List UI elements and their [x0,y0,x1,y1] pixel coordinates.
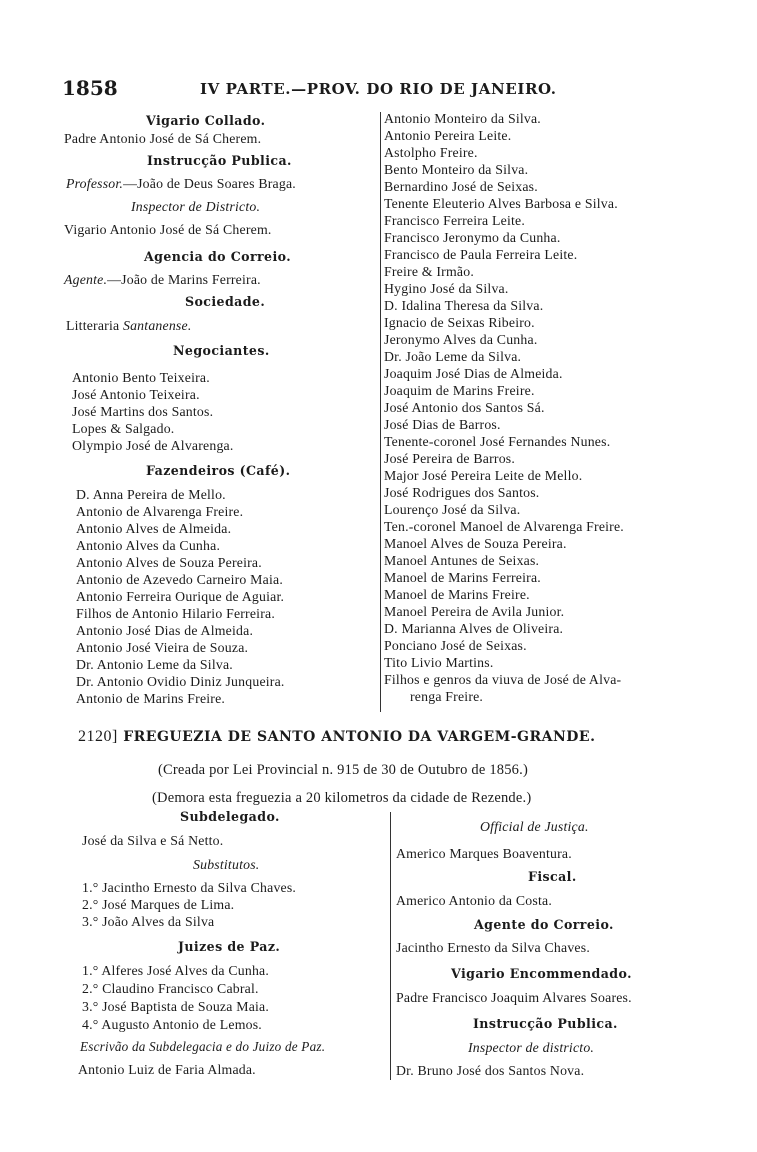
name-item: Tito Livio Martins. [384,655,494,670]
name-item: Major José Pereira Leite de Mello. [384,468,583,483]
name-item: Manoel Alves de Souza Pereira. [384,536,567,551]
vigario-encommendado-heading: Vigario Encommendado. [451,966,632,981]
name-item: Antonio Pereira Leite. [384,128,512,143]
name-item: José Dias de Barros. [384,417,501,432]
vigario-heading: Vigario Collado. [146,113,266,128]
fazendeiro-item: Filhos de Antonio Hilario Ferreira. [76,606,275,621]
sociedade-heading: Sociedade. [185,294,266,309]
name-item: Joaquim de Marins Freire. [384,383,535,398]
name-item: Astolpho Freire. [384,145,478,160]
fazendeiro-item: Antonio José Dias de Almeida. [76,623,254,638]
instrucao-heading-lower: Instrucção Publica. [473,1016,618,1031]
page-header [62,76,697,100]
instrucao-heading: Instrucção Publica. [147,153,292,168]
substituto-item: 3.° João Alves da Silva [82,914,215,929]
vigario-name: Padre Antonio José de Sá Cherem. [64,131,262,146]
fazendeiro-item: Dr. Antonio Ovidio Diniz Junqueira. [76,674,285,689]
professor-name: —João de Deus Soares Braga. [123,176,296,191]
fiscal-heading: Fiscal. [528,869,577,884]
fazendeiro-item: Antonio Alves de Almeida. [76,521,232,536]
juizes-heading: Juizes de Paz. [178,939,281,954]
inspector-name: Vigario Antonio José de Sá Cherem. [64,222,272,237]
page-number: 1858 [62,76,118,100]
name-item: José Antonio dos Santos Sá. [384,400,545,415]
sociedade-prefix: Litteraria [66,318,120,333]
fazendeiro-item: Antonio Ferreira Ourique de Aguiar. [76,589,285,604]
negociante-item: José Antonio Teixeira. [72,387,200,402]
subdelegado-heading: Subdelegado. [180,809,280,824]
name-item: Ten.-coronel Manoel de Alvarenga Freire. [384,519,624,534]
juiz-item: 4.° Augusto Antonio de Lemos. [82,1017,262,1032]
section-number: 2120] [78,728,118,745]
correio-name: Jacintho Ernesto da Silva Chaves. [396,940,590,955]
name-item: Manoel Pereira de Avila Junior. [384,604,565,619]
official-heading: Official de Justiça. [480,819,589,834]
professor-line [66,175,296,192]
negociante-item: Lopes & Salgado. [72,421,175,436]
lower-column-divider [390,812,391,1080]
inspector-heading-lower: Inspector de districto. [468,1040,595,1055]
negociante-item: Antonio Bento Teixeira. [72,370,210,385]
agente-name: —João de Marins Ferreira. [107,272,261,287]
name-item: Francisco Jeronymo da Cunha. [384,230,561,245]
correio-heading: Agencia do Correio. [144,249,291,264]
section-distance: (Demora esta freguezia a 20 kilometros da cidade de Rezende.) [152,790,532,806]
fazendeiro-item: D. Anna Pereira de Mello. [76,487,226,502]
substituto-item: 1.° Jacintho Ernesto da Silva Chaves. [82,880,297,895]
name-item: Ponciano José de Seixas. [384,638,527,653]
professor-label: Professor. [66,176,124,191]
name-item: José Pereira de Barros. [384,451,516,466]
official-name: Americo Marques Boaventura. [396,846,572,861]
inspector-label: Inspector de Districto. [131,199,261,214]
name-item: Francisco Ferreira Leite. [384,213,525,228]
section-title-line [78,728,595,746]
negociante-item: Olympio José de Alvarenga. [72,438,234,453]
escrivao-heading: Escrivão da Subdelegacia e do Juizo de Paz. [80,1039,326,1054]
inspector-name-lower: Dr. Bruno José dos Santos Nova. [396,1063,585,1078]
sociedade-line [66,317,191,334]
fazendeiro-item: Antonio de Alvarenga Freire. [76,504,244,519]
juiz-item: 1.° Alferes José Alves da Cunha. [82,963,270,978]
fazendeiro-item: Antonio Alves de Souza Pereira. [76,555,262,570]
substitutos-heading: Substitutos. [193,857,260,872]
running-title: IV PARTE.—PROV. DO RIO DE JANEIRO. [200,80,557,98]
name-item: Manoel de Marins Ferreira. [384,570,541,585]
negociante-item: José Martins dos Santos. [72,404,214,419]
fazendeiro-item: Antonio de Azevedo Carneiro Maia. [76,572,283,587]
name-item: Manoel Antunes de Seixas. [384,553,540,568]
section-title: FREGUEZIA DE SANTO ANTONIO DA VARGEM-GRANDE. [123,729,596,745]
name-item: Tenente-coronel José Fernandes Nunes. [384,434,611,449]
fiscal-name: Americo Antonio da Costa. [396,893,552,908]
name-item: Hygino José da Silva. [384,281,509,296]
sociedade-name: Santanense. [122,318,192,333]
name-item: Dr. João Leme da Silva. [384,349,522,364]
name-item: Manoel de Marins Freire. [384,587,530,602]
name-item: Antonio Monteiro da Silva. [384,111,541,126]
column-divider [380,112,381,712]
fazendeiro-item: Antonio Alves da Cunha. [76,538,221,553]
name-item: Tenente Eleuterio Alves Barbosa e Silva. [384,196,618,211]
name-item: Filhos e genros da viuva de José de Alva- [384,672,622,687]
name-item: D. Idalina Theresa da Silva. [384,298,544,313]
agente-label: Agente. [64,272,108,287]
escrivao-name: Antonio Luiz de Faria Almada. [78,1062,256,1077]
name-item: Freire & Irmão. [384,264,474,279]
name-item: Lourenço José da Silva. [384,502,521,517]
fazendeiro-item: Antonio José Vieira de Souza. [76,640,249,655]
name-item: Bernardino José de Seixas. [384,179,538,194]
juiz-item: 2.° Claudino Francisco Cabral. [82,981,259,996]
name-item: D. Marianna Alves de Oliveira. [384,621,564,636]
name-item: Ignacio de Seixas Ribeiro. [384,315,535,330]
section-created: (Creada por Lei Provincial n. 915 de 30 de Outubro de 1856.) [158,762,528,778]
name-item: Jeronymo Alves da Cunha. [384,332,538,347]
juiz-item: 3.° José Baptista de Souza Maia. [82,999,270,1014]
name-item: Bento Monteiro da Silva. [384,162,529,177]
name-item: Joaquim José Dias de Almeida. [384,366,563,381]
name-item: Francisco de Paula Ferreira Leite. [384,247,578,262]
negociantes-heading: Negociantes. [173,343,270,358]
substituto-item: 2.° José Marques de Lima. [82,897,235,912]
correio-heading-lower: Agente do Correio. [474,917,614,932]
name-item-continued: renga Freire. [410,689,484,704]
vigario-encommendado-name: Padre Francisco Joaquim Alvares Soares. [396,990,632,1005]
agente-line [64,271,261,288]
fazendeiros-heading: Fazendeiros (Café). [146,463,291,478]
fazendeiro-item: Antonio de Marins Freire. [76,691,226,706]
fazendeiro-item: Dr. Antonio Leme da Silva. [76,657,233,672]
name-item: José Rodrigues dos Santos. [384,485,540,500]
subdelegado-name: José da Silva e Sá Netto. [82,833,224,848]
